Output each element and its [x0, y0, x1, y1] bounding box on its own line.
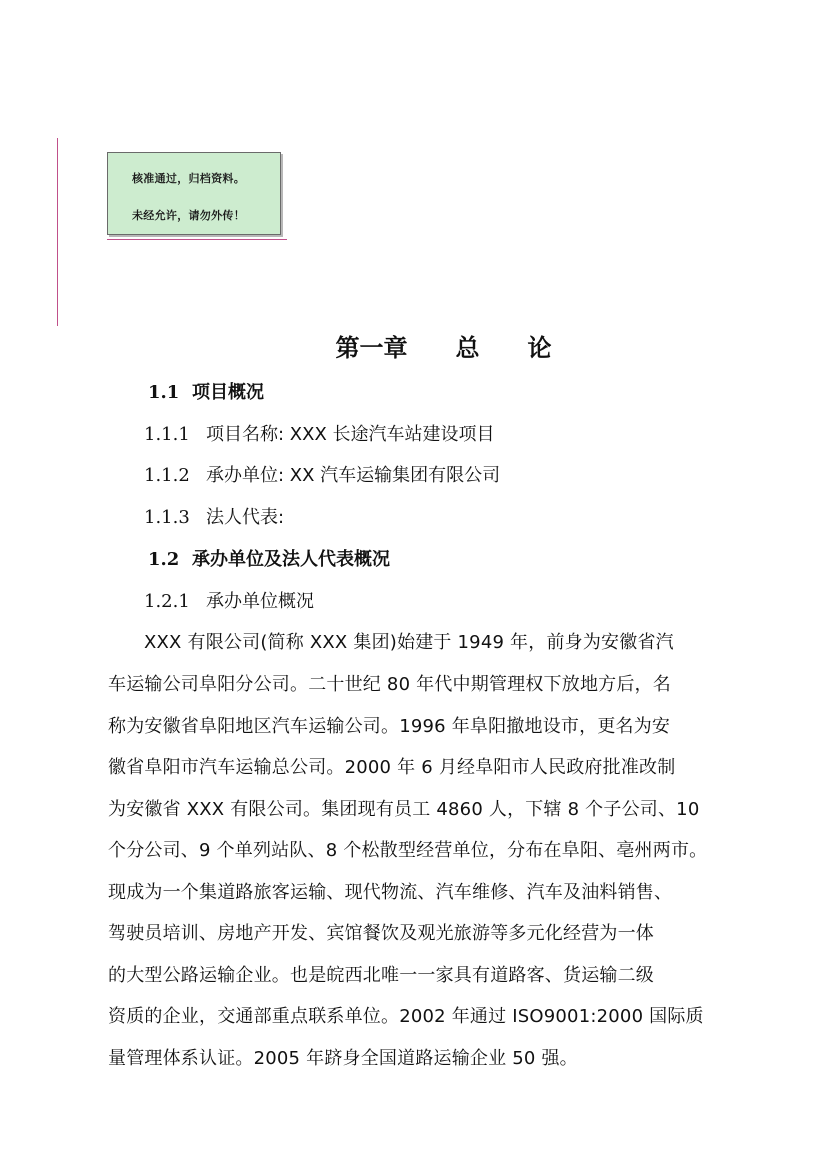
body-line: 个分公司、9 个单列站队、8 个松散型经营单位，分布在阜阳、亳州两市。	[108, 840, 708, 861]
section-number: 1.2	[148, 549, 180, 570]
item-text: 法人代表:	[206, 507, 285, 528]
item-text: 项目名称: XXX 长途汽车站建设项目	[206, 424, 495, 445]
item-line	[144, 587, 314, 613]
body-line: 资质的企业，交通部重点联系单位。2002 年通过 ISO9001:2000 国际质	[108, 1006, 704, 1027]
section-number: 1.1	[148, 382, 180, 403]
item-number: 1.2.1	[144, 591, 190, 612]
body-line: XXX 有限公司(简称 XXX 集团)始建于 1949 年，前身为安徽省汽	[144, 632, 674, 653]
section-heading	[148, 378, 264, 404]
item-text: 承办单位概况	[206, 591, 314, 612]
section-title: 承办单位及法人代表概况	[192, 549, 390, 570]
margin-line	[57, 138, 58, 326]
stamp-line-2: 未经允许，请勿外传！	[132, 209, 245, 222]
section-title: 项目概况	[192, 382, 264, 403]
body-line: 称为安徽省阜阳地区汽车运输公司。1996 年阜阳撤地设市，更名为安	[108, 716, 671, 737]
body-line: 的大型公路运输企业。也是皖西北唯一一家具有道路客、货运输二级	[108, 965, 654, 986]
body-line: 徽省阜阳市汽车运输总公司。2000 年 6 月经阜阳市人民政府批准改制	[108, 757, 676, 778]
item-number: 1.1.2	[144, 465, 190, 486]
approval-stamp	[107, 152, 281, 235]
item-line	[144, 503, 284, 529]
body-line: 驾驶员培训、房地产开发、宾馆餐饮及观光旅游等多元化经营为一体	[108, 923, 654, 944]
item-number: 1.1.3	[144, 507, 190, 528]
stamp-line-1: 核准通过，归档资料。	[132, 172, 245, 185]
stamp-underline	[107, 239, 287, 240]
item-line	[144, 420, 495, 446]
item-line	[144, 461, 500, 487]
body-line: 量管理体系认证。2005 年跻身全国道路运输企业 50 强。	[108, 1048, 578, 1069]
body-line: 车运输公司阜阳分公司。二十世纪 80 年代中期管理权下放地方后，名	[108, 674, 671, 695]
item-number: 1.1.1	[144, 424, 190, 445]
section-heading	[148, 545, 390, 571]
body-line: 现成为一个集道路旅客运输、现代物流、汽车维修、汽车及油料销售、	[108, 882, 673, 903]
item-text: 承办单位: XX 汽车运输集团有限公司	[206, 465, 501, 486]
chapter-title: 第一章 总 论	[335, 334, 552, 362]
body-line: 为安徽省 XXX 有限公司。集团现有员工 4860 人，下辖 8 个子公司、10	[108, 799, 700, 820]
